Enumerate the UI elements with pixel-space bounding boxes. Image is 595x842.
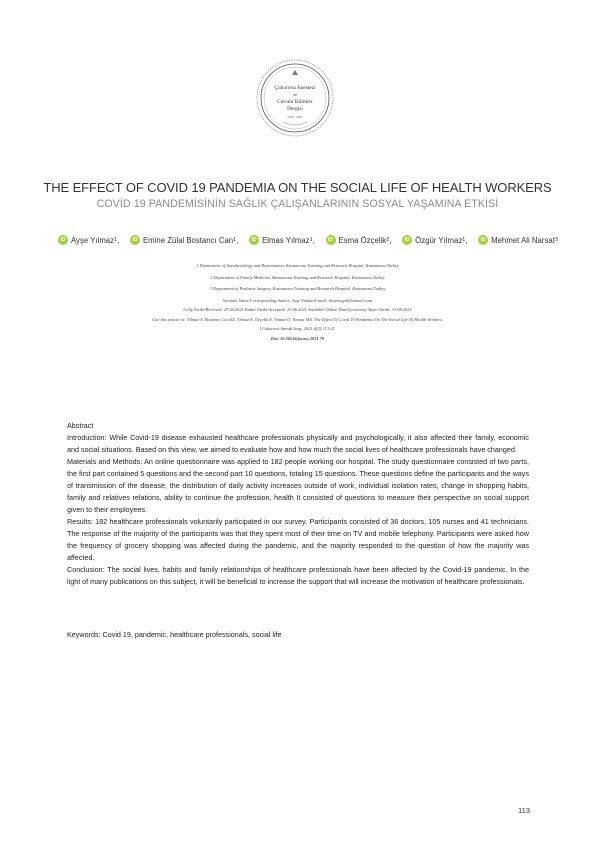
author-sup: 1	[309, 237, 313, 243]
author-name: Mehmet Ali Narsat	[491, 235, 555, 245]
orcid-icon[interactable]: iD	[478, 235, 488, 245]
orcid-icon[interactable]: iD	[249, 235, 259, 245]
logo-line-5: 2018 - 2021	[287, 115, 303, 119]
author-sup: 1	[462, 237, 466, 243]
author-3: iD Elmas Yılmaz 1 ,	[249, 235, 315, 245]
correspondence-block	[20, 296, 575, 343]
logo-line-4: Dergisi	[287, 106, 303, 112]
affiliation-1: 1 Department of Anesthesiology and Reanimation, Kastamonu Training and Research Hospital, Kastamonu,Turkey	[196, 263, 399, 268]
author-sup: 2	[386, 237, 390, 243]
abstract-methods: Materials and Methods: An online questionnaire was applied to 182 people working our hospital. The study questionnaire consisted of two parts, the first part contained 5 questions and the second part 10 questions, totaling 15 questions. These questions define the participants and the ways of transmission of the disease, the distribution of daily activity increases outside of work, individual isolation rates, change in shopping habits, family and relatives relations, ability to continue the profession, health It consisted of questions to measure their perspective on social support given to their employees.	[67, 457, 529, 514]
logo-line-2: ve	[292, 92, 298, 97]
author-5: iD Özgür Yılmaz 1 ,	[402, 235, 467, 245]
abstract-conclusion: Conclusion: The social lives, habits and family relationships of healthcare professionals have been affected by the Covid-19 pandemic. In the light of many publications on this subject, it will be beneficial to increase the support that will increase the motivation of healthcare professionals.	[67, 565, 529, 586]
author-1: iD Ayşe Yılmaz 1 ,	[58, 235, 119, 245]
logo-line-3: Cerrahi Bilimler	[277, 99, 313, 105]
journal-reference: J Cukurova Anesth Surg. 2021;4(2):113-21.	[259, 326, 336, 332]
abstract-introduction: Introduction: While Covid-19 disease exhausted healthcare professionals physically and psychologically, it also affected their family, economic and social situations. Based on this view, we aimed to evaluate how and how much the social lives of healthcare professionals have changed.	[67, 433, 529, 454]
author-list	[58, 232, 558, 248]
author-sup: 1	[233, 237, 237, 243]
author-name: Esma Özçelik	[338, 235, 387, 245]
author-sup: 1	[114, 237, 118, 243]
author-name: Özgür Yılmaz	[415, 235, 463, 245]
affiliation-3: 3 Department of Pediatric Surgery, Kastamonu Training and Research Hospital, Kastamonu,Turkey	[209, 286, 386, 291]
author-sup: 3	[554, 237, 558, 243]
page-number: 113	[518, 806, 530, 815]
journal-logo	[255, 58, 335, 138]
author-name: Emine Zülal Bostancı Can	[142, 235, 234, 245]
affiliation-2: 2 Department of Family Medicine, Kastamonu Training and Research Hospital, Kastamonu,Turkey	[210, 274, 385, 280]
orcid-icon[interactable]: iD	[402, 235, 412, 245]
paper-subtitle: COVİD 19 PANDEMİSİNİN SAĞLIK ÇALIŞANLARININ SOSYAL YAŞAMINA ETKİSİ	[96, 198, 499, 210]
orcid-icon[interactable]: iD	[58, 235, 68, 245]
abstract-heading: Abstract	[67, 421, 94, 430]
corresponding-author: Sorumlu Yazar/Corresponding Author: Ayşe Yılmaz E-mail: drayseyge@hotmail.com	[222, 298, 373, 303]
author-name: Ayşe Yılmaz	[71, 235, 115, 245]
orcid-icon[interactable]: iD	[130, 235, 140, 245]
abstract-section	[67, 420, 529, 588]
author-6	[478, 235, 558, 245]
paper-title: THE EFFECT OF COVID 19 PANDEMIA ON THE SOCIAL LIFE OF HEALTH WORKERS	[43, 180, 552, 195]
citation: Cite this article as: Yılmaz A, Bostancı Can EZ, Yılmaz E, Özçelik E, Yılmaz Ö, Narsat MA. The Effect Of Covid 19 Pandemia On The Social Life Of Health Workers.	[152, 316, 443, 322]
author-4: iD Esma Özçelik 2 ,	[326, 235, 392, 245]
keywords: Keywords: Covid 19, pandemic, healthcare professionals, social life	[67, 630, 282, 639]
doi[interactable]: Doi: 10.36516/jocass.2021.79	[270, 335, 325, 341]
logo-line-1: Çukurova Anestezi	[274, 85, 316, 91]
affiliations	[20, 260, 575, 295]
article-dates: Geliş Tarihi/Received: 27.04.2021 Kabul Tarihi/Accepted: 23.06.2021 Available Online Date/Çevirimiçi Yayın Tarihi: 31.08.2021	[183, 307, 412, 313]
abstract-results: Results: 182 healthcare professionals voluntarily participated in our survey. Participants consisted of 36 doctors, 105 nurses and 41 technicians. The response of the majority of the participants was that they spent most of their time on TV and mobile telephony. Participants were asked how the frequency of grocery shopping was affected during the pandemic, and the majority responded to the question of how the majority was affected.	[67, 517, 529, 562]
orcid-icon[interactable]: iD	[326, 235, 336, 245]
author-name: Elmas Yılmaz	[262, 235, 310, 245]
author-2: iD Emine Zülal Bostancı Can 1 ,	[130, 235, 238, 245]
